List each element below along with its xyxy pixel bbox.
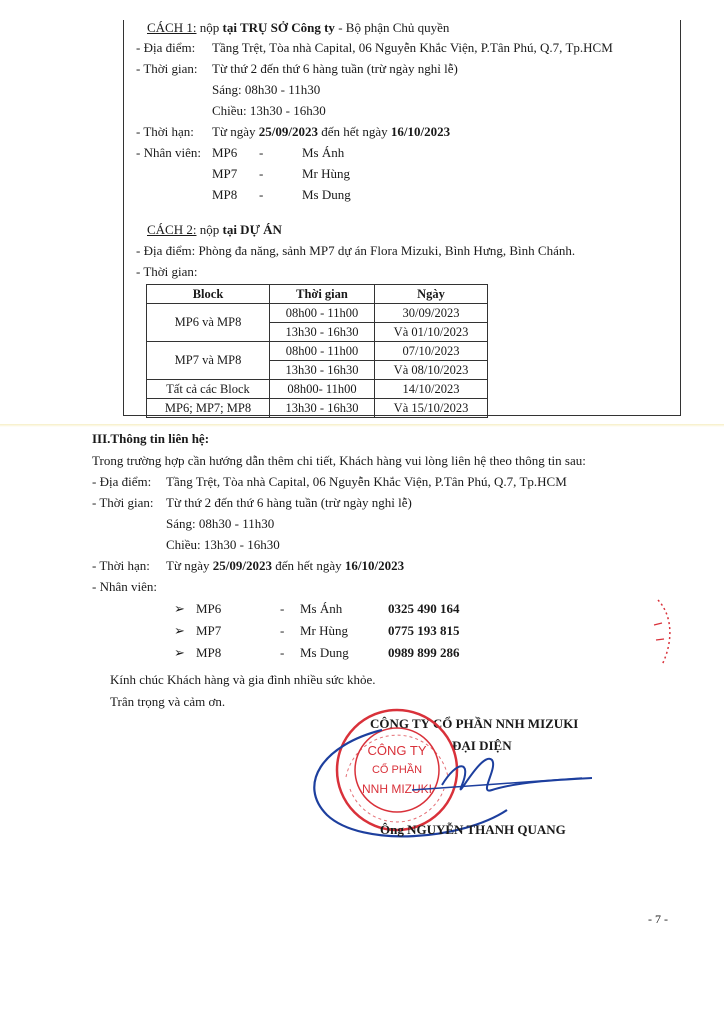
arrow-icon: ➢ (174, 645, 185, 660)
arrow-icon: ➢ (174, 623, 185, 638)
cach1-location-label: - Địa điểm: (136, 40, 196, 55)
deadline-to-date: 16/10/2023 (390, 124, 451, 139)
cach1-staff-name-1: Mr Hùng (302, 166, 351, 181)
table-header-row (147, 285, 488, 304)
cach2-prefix: nộp (196, 222, 223, 237)
cach1-prefix: nộp (196, 20, 223, 35)
cach1-staff-name-2: Ms Dung (302, 187, 351, 202)
contact-block-0: MP6 (196, 601, 222, 616)
deadline-from-prefix: Từ ngày (166, 558, 213, 573)
section3-location-value: Tầng Trệt, Tòa nhà Capital, 06 Nguyễn Khắc Viện, P.Tân Phú, Q.7, Tp.HCM (166, 474, 567, 489)
cach1-staff-label: - Nhân viên: (136, 145, 201, 160)
table-row (147, 304, 488, 323)
table-cell-date: Và 08/10/2023 (375, 361, 488, 380)
table-row (147, 380, 488, 399)
cach2-time-label: - Thời gian: (136, 264, 198, 279)
table-cell-block: Tất cả các Block (147, 380, 270, 399)
section3-deadline-label: - Thời hạn: (92, 558, 150, 573)
section3-staff-label: - Nhân viên: (92, 579, 157, 594)
cach1-staff-name-0: Ms Ánh (302, 145, 345, 160)
representative-role: ĐẠI DIỆN (452, 738, 512, 753)
table-header-time: Thời gian (270, 285, 375, 304)
cach1-morning: Sáng: 08h30 - 11h30 (212, 82, 321, 97)
cach1-afternoon: Chiều: 13h30 - 16h30 (212, 103, 326, 118)
stamp-line-2: CỔ PHẦN (371, 764, 423, 776)
contact-phone-0: 0325 490 164 (388, 601, 460, 616)
cach2-bold: tại DỰ ÁN (222, 222, 282, 237)
signer-name: Ông NGUYỄN THANH QUANG (380, 822, 566, 837)
contact-dash-1: - (280, 623, 285, 638)
table-cell-time: 13h30 - 16h30 (270, 361, 375, 380)
arrow-icon: ➢ (174, 601, 185, 616)
table-cell-date: 30/09/2023 (375, 304, 488, 323)
table-cell-date: Và 01/10/2023 (375, 323, 488, 342)
cach1-staff-dash-0: - (259, 145, 264, 160)
contact-phone-1: 0775 193 815 (388, 623, 460, 638)
deadline-from-date: 25/09/2023 (258, 124, 318, 139)
deadline-to-date: 16/10/2023 (344, 558, 405, 573)
section3-time-label: - Thời gian: (92, 495, 154, 510)
cach1-label: CÁCH 1: (147, 20, 197, 35)
section3-intro: Trong trường hợp cần hướng dẫn thêm chi tiết, Khách hàng vui lòng liên hệ theo thông tin sau: (92, 453, 586, 468)
red-tick-mark (650, 595, 680, 670)
cach1-staff-dash-1: - (259, 166, 264, 181)
table-cell-time: 08h00 - 11h00 (270, 304, 375, 323)
cach1-staff-dash-2: - (259, 187, 264, 202)
cach1-suffix: - Bộ phận Chủ quyền (334, 20, 450, 35)
table-row (147, 399, 488, 418)
closing-wish: Kính chúc Khách hàng và gia đình nhiều sức khỏe. (110, 672, 376, 687)
cach2-label: CÁCH 2: (147, 222, 197, 237)
deadline-mid: đến hết ngày (318, 124, 391, 139)
contact-block-1: MP7 (196, 623, 222, 638)
cach1-heading (147, 20, 449, 36)
table-header-date: Ngày (375, 285, 488, 304)
table-cell-time: 08h00- 11h00 (270, 380, 375, 399)
contact-phone-2: 0989 899 286 (388, 645, 460, 660)
contact-name-1: Mr Hùng (300, 623, 349, 638)
contact-dash-0: - (280, 601, 285, 616)
cach1-location-value: Tầng Trệt, Tòa nhà Capital, 06 Nguyễn Khắc Viện, P.Tân Phú, Q.7, Tp.HCM (212, 40, 613, 55)
page-fold-shadow (0, 424, 724, 427)
cach1-deadline-label: - Thời hạn: (136, 124, 194, 139)
table-cell-block: MP7 và MP8 (147, 342, 270, 380)
deadline-from-prefix: Từ ngày (212, 124, 259, 139)
table-cell-block: MP6; MP7; MP8 (147, 399, 270, 418)
table-cell-time: 08h00 - 11h00 (270, 342, 375, 361)
table-cell-date: Và 15/10/2023 (375, 399, 488, 418)
table-cell-block: MP6 và MP8 (147, 304, 270, 342)
table-cell-time: 13h30 - 16h30 (270, 323, 375, 342)
cach2-location: - Địa điểm: Phòng đa năng, sảnh MP7 dự án Flora Mizuki, Bình Hưng, Bình Chánh. (136, 243, 576, 258)
cach1-time-label: - Thời gian: (136, 61, 198, 76)
section3-heading: III.Thông tin liên hệ: (92, 431, 210, 446)
table-cell-time: 13h30 - 16h30 (270, 399, 375, 418)
section3-time-value: Từ thứ 2 đến thứ 6 hàng tuần (trừ ngày nghỉ lễ) (166, 495, 412, 510)
table-cell-date: 14/10/2023 (375, 380, 488, 399)
table-row (147, 342, 488, 361)
frame-left-border (123, 20, 124, 415)
cach1-staff-block-2: MP8 (212, 187, 238, 202)
stamp-line-1: CÔNG TY (367, 743, 427, 758)
cach1-deadline (212, 124, 450, 140)
frame-right-border (680, 20, 681, 415)
page-number: - 7 - (648, 912, 668, 926)
table-header-block: Block (147, 285, 270, 304)
company-name: CÔNG TY CỔ PHẦN NNH MIZUKI (370, 716, 579, 731)
section3-location-label: - Địa điểm: (92, 474, 152, 489)
contact-name-2: Ms Dung (300, 645, 349, 660)
cach2-heading (147, 222, 282, 238)
section3-morning: Sáng: 08h30 - 11h30 (166, 516, 275, 531)
table-cell-date: 07/10/2023 (375, 342, 488, 361)
section3-deadline (166, 558, 404, 574)
deadline-from-date: 25/09/2023 (212, 558, 272, 573)
contact-name-0: Ms Ánh (300, 601, 343, 616)
cach1-bold: tại TRỤ SỞ Công ty (222, 20, 335, 35)
deadline-mid: đến hết ngày (272, 558, 345, 573)
contact-block-2: MP8 (196, 645, 222, 660)
cach1-staff-block-0: MP6 (212, 145, 238, 160)
section3-afternoon: Chiều: 13h30 - 16h30 (166, 537, 280, 552)
closing-thanks: Trân trọng và cảm ơn. (110, 694, 226, 709)
contact-dash-2: - (280, 645, 285, 660)
cach1-time-value: Từ thứ 2 đến thứ 6 hàng tuần (trừ ngày nghỉ lễ) (212, 61, 458, 76)
schedule-table (146, 284, 488, 418)
stamp-line-3: NNH MIZUKI (362, 782, 432, 796)
cach1-staff-block-1: MP7 (212, 166, 238, 181)
